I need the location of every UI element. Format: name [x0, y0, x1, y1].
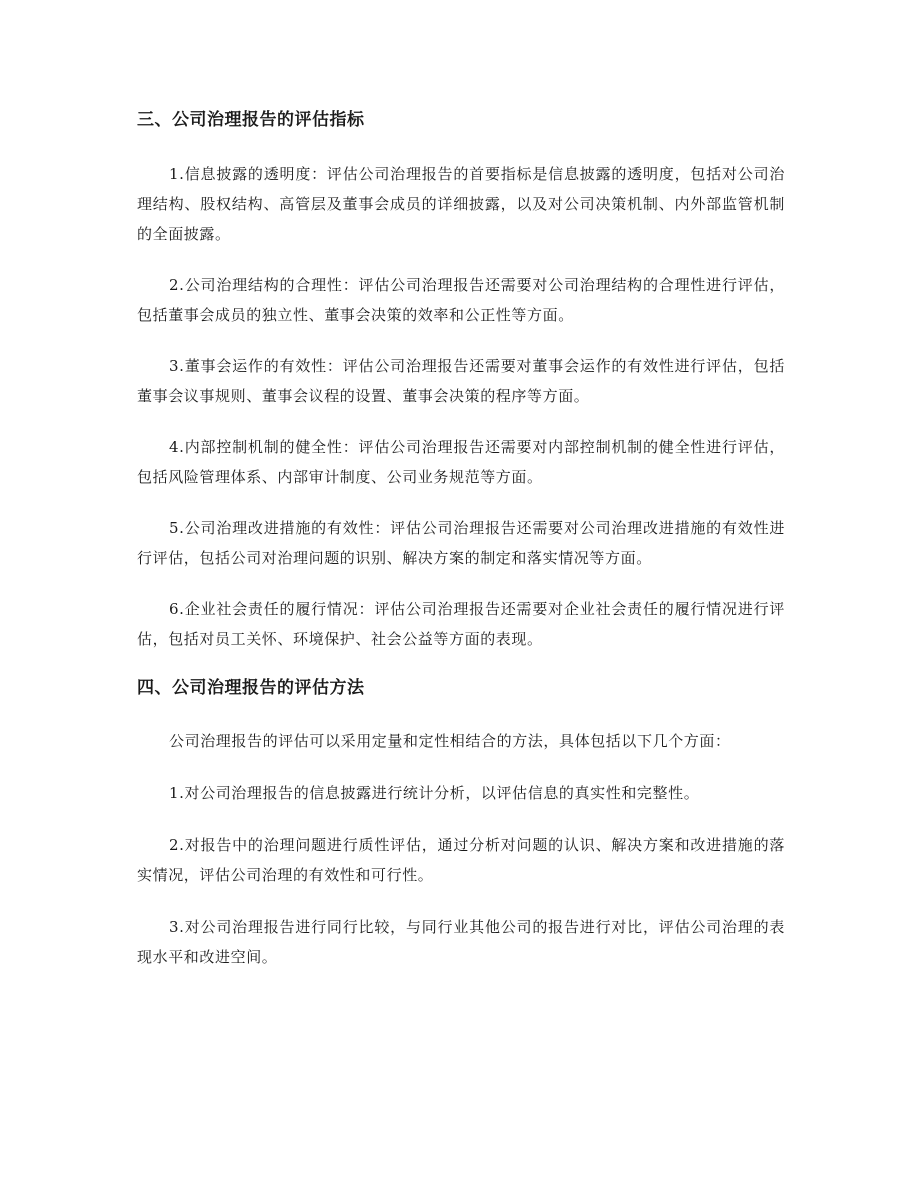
indicator-item-5: 5.公司治理改进措施的有效性：评估公司治理报告还需要对公司治理改进措施的有效性进行评估，包括公司对治理问题的识别、解决方案的制定和落实情况等方面。 [137, 519, 785, 567]
indicator-item-2: 2.公司治理结构的合理性：评估公司治理报告还需要对公司治理结构的合理性进行评估，包括董事会成员的独立性、董事会决策的效率和公正性等方面。 [137, 276, 785, 324]
method-item-2: 2.对报告中的治理问题进行质性评估，通过分析对问题的认识、解决方案和改进措施的落实情况，评估公司治理的有效性和可行性。 [137, 836, 785, 884]
indicator-item-6: 6.企业社会责任的履行情况：评估公司治理报告还需要对企业社会责任的履行情况进行评估，包括对员工关怀、环境保护、社会公益等方面的表现。 [137, 600, 785, 648]
document-body [137, 106, 785, 972]
indicator-item-4: 4.内部控制机制的健全性：评估公司治理报告还需要对内部控制机制的健全性进行评估，包括风险管理体系、内部审计制度、公司业务规范等方面。 [137, 438, 785, 486]
section-heading-evaluation-indicators: 三、公司治理报告的评估指标 [137, 110, 365, 130]
method-item-3: 3.对公司治理报告进行同行比较，与同行业其他公司的报告进行对比，评估公司治理的表现水平和改进空间。 [137, 918, 785, 966]
section-heading-evaluation-methods: 四、公司治理报告的评估方法 [137, 678, 365, 698]
method-item-1: 1.对公司治理报告的信息披露进行统计分析，以评估信息的真实性和完整性。 [169, 784, 700, 802]
indicator-item-3: 3.董事会运作的有效性：评估公司治理报告还需要对董事会运作的有效性进行评估，包括董事会议事规则、董事会议程的设置、董事会决策的程序等方面。 [137, 357, 785, 405]
methods-intro: 公司治理报告的评估可以采用定量和定性相结合的方法，具体包括以下几个方面： [169, 732, 731, 750]
indicator-item-1: 1.信息披露的透明度：评估公司治理报告的首要指标是信息披露的透明度，包括对公司治理结构、股权结构、高管层及董事会成员的详细披露，以及对公司决策机制、内外部监管机制的全面披露。 [137, 165, 785, 243]
